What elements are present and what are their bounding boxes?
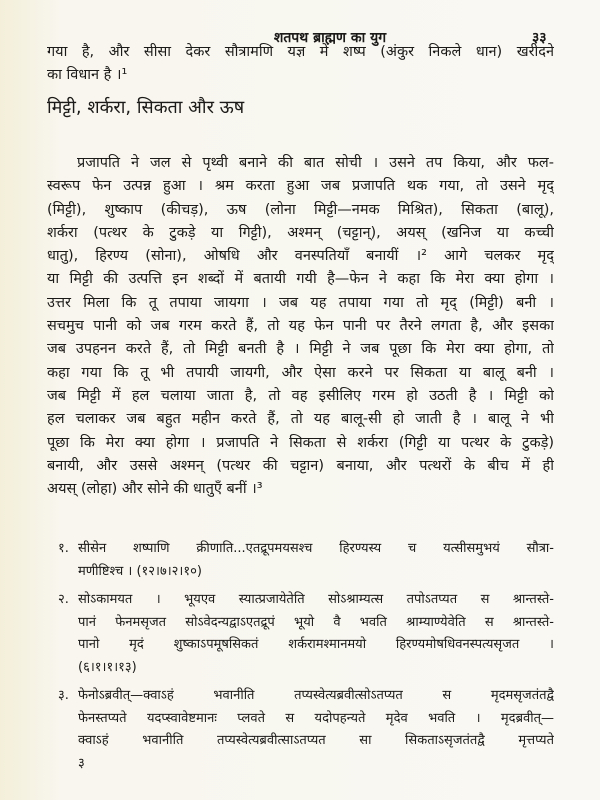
footnote-line: क्वाऽहं भवानीति तप्यस्वेत्यब्रवीत्साऽतप्यत सा सिकताऽसृजतंतद्वै मृत्तप्यते: [78, 733, 554, 748]
text-line: का विधान है ।¹: [47, 67, 128, 84]
footnote-line: पानो मृदं शुष्काऽपमूषसिकतं शर्करामश्मानमयो हिरण्यमोषधिवनस्पत्यसृजत ।: [78, 637, 554, 652]
text-line: बनायी, और उससे अश्मन् (पत्थर की चट्टान) बनाया, और पत्थरों के बीच में ही: [47, 457, 554, 474]
footnote-number: ३.: [58, 688, 69, 703]
footnote-line: फेनस्तप्यते यदप्स्वावेष्टमानः प्लवते स यदोपहन्यते मृदेव भवति । मृदब्रवीत्—: [78, 710, 554, 726]
text-line: गया है, और सीसा देकर सौत्रामणि यज्ञ में शष्प (अंकुर निकले धान) खरीदने: [47, 44, 554, 60]
footnote-2: [58, 589, 554, 679]
page-number: ३३: [532, 30, 547, 46]
text-line: सचमुच पानी को जब गरम करते हैं, तो यह फेन पानी पर तैरने लगता है, और इसका: [47, 318, 554, 335]
text-line: शर्करा (पत्थर के टुकड़े या गिट्टी), अश्मन् (चट्टान्), अयस् (खनिज या कच्ची: [47, 224, 554, 241]
text-line: कहा गया कि तू भी तपायी जायगी, और ऐसा करने पर सिकता या बालू बनी ।: [47, 364, 554, 381]
running-title: शतपथ ब्राह्मण का युग: [273, 30, 387, 46]
footnote-line: (६।१।१।१३): [78, 659, 137, 675]
text-line: हल चलाकर जब बहुत महीन करते हैं, तो यह बालू-सी हो जाती है । बालू ने भी: [47, 411, 554, 428]
footnote-line: मणीष्टिश्च । (१२।७।२।१०): [78, 563, 202, 579]
footnote-number: १.: [58, 541, 69, 556]
footnote-line: ३: [78, 755, 85, 771]
footnote-1: [58, 538, 554, 583]
footnote-line: पानं फेनमसृजत सोऽवेदन्यद्वाऽएतद्रूपं भूयो वै भवति श्राम्याण्येवेति स श्रान्तस्ते-: [78, 614, 554, 630]
text-line: प्रजापति ने जल से पृथ्वी बनाने की बात सोची । उसने तप किया, और फल-: [77, 155, 554, 171]
footnote-line: सीसेन शष्पाणि क्रीणाति...एतद्रूपमयसश्च हिरण्यस्य च यत्सीसमुभयं सौत्रा-: [78, 541, 554, 556]
text-line: धातु), हिरण्य (सोना), ओषधि और वनस्पतियाँ बनायीं ।² आगे चलकर मृद्: [47, 248, 554, 265]
footnote-line: सोऽकामयत । भूयएव स्यात्प्रजायेतेति सोऽश्राम्यत्स तपोऽतप्यत स श्रान्तस्ते-: [78, 592, 554, 607]
text-line: जब उपहनन करते हैं, तो मिट्टी बनती है । मिट्टी ने जब पूछा कि मेरा क्या होगा, तो: [47, 341, 554, 358]
footnote-line: फेनोऽब्रवीत्—क्वाऽहं भवानीति तप्यस्वेत्यब्रवीत्सोऽतप्यत स मृदमसृजतंतद्वै: [78, 688, 554, 703]
text-line: उत्तर मिला कि तू तपाया जायगा । जब यह तपाया गया तो मृद् (मिट्टी) बनी ।: [47, 294, 554, 311]
footnote-number: २.: [58, 592, 69, 607]
footnotes: [58, 538, 554, 781]
text-line: पूछा कि मेरा क्या होगा । प्रजापति ने सिकता से शर्करा (गिट्टी या पत्थर के टुकड़े): [47, 434, 554, 451]
text-line: स्वरूप फेन उत्पन्न हुआ । श्रम करता हुआ जब प्रजापति थक गया, तो उसने मृद्: [47, 178, 554, 195]
body-paragraph: [47, 152, 554, 501]
text-line: अयस् (लोहा) और सोने की धातुएँ बनीं ।³: [47, 481, 263, 498]
footnote-3: [58, 685, 554, 775]
section-heading: मिट्टी, शर्करा, सिकता और ऊष: [47, 97, 245, 118]
text-line: या मिट्टी की उत्पत्ति इन शब्दों में बतायी गयी है—फेन ने कहा कि मेरा क्या होगा ।: [47, 271, 554, 288]
text-line: (मिट्टी), शुष्काप (कीचड़), ऊष (लोना मिट्टी—नमक मिश्रित), सिकता (बालू),: [47, 201, 554, 218]
intro-paragraph: [47, 41, 554, 88]
text-line: जब मिट्टी में हल चलाया जाता है, तो वह इसीलिए गरम हो उठती है । मिट्टी को: [47, 387, 554, 404]
